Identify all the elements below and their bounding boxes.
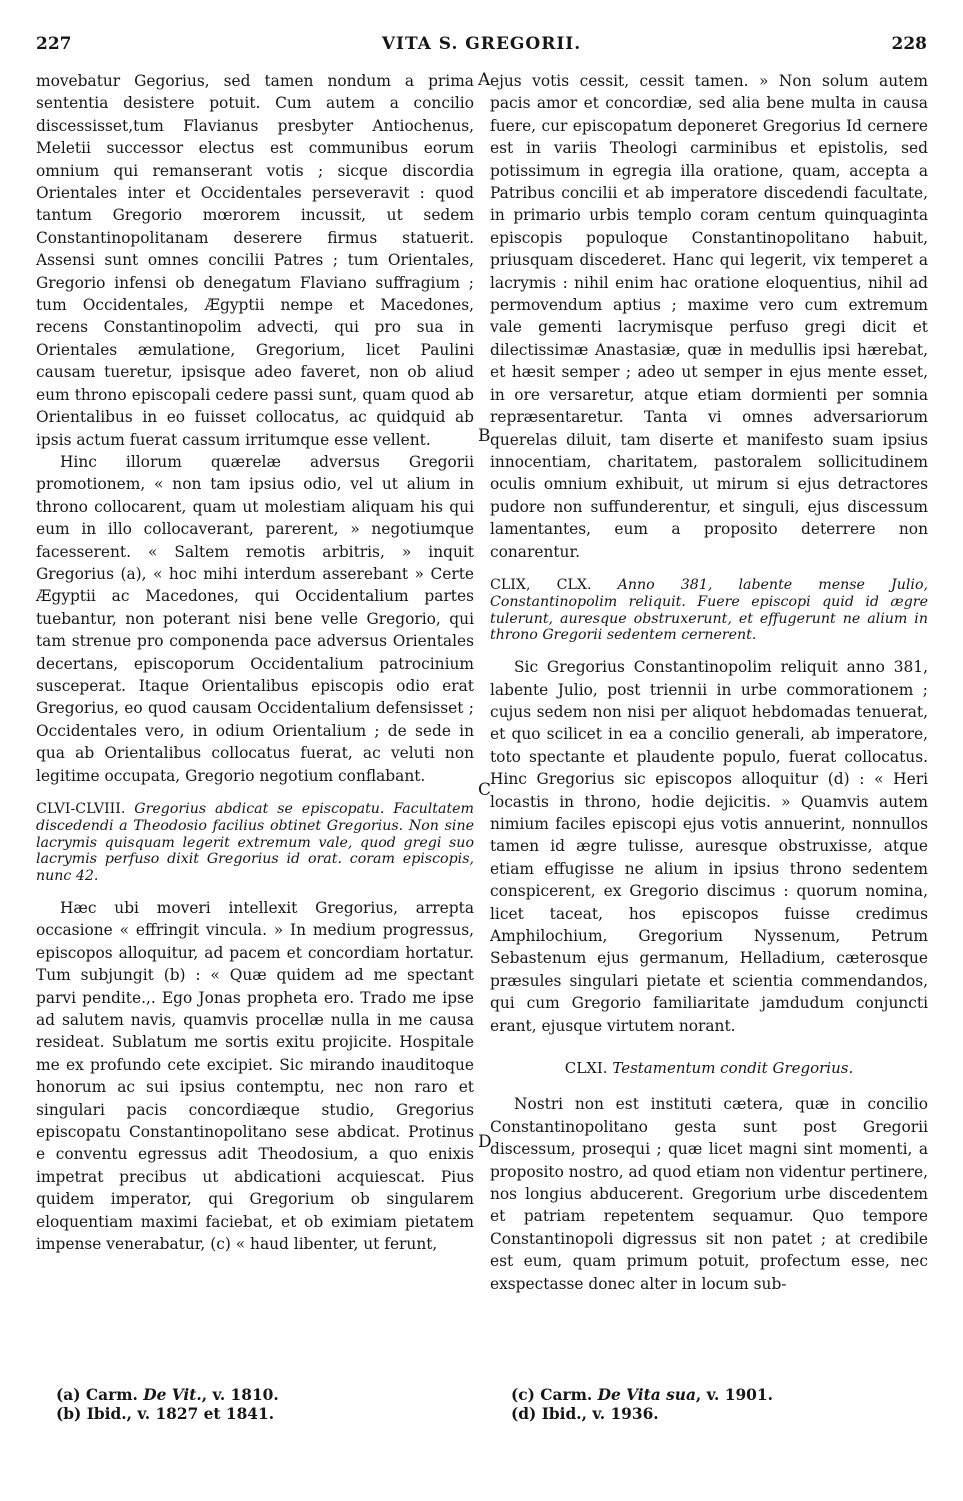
left-column bbox=[36, 70, 474, 1255]
left-paragraph-2: Hinc illorum quærelæ adversus Gregorii promotionem, « non tam ipsius odio, vel ut alium in throno collocarent, quam ut molestiam aliquam his qui eum in illo collocaverant, parerent, » negotiumque facesserent. « Saltem remotis arbitris, » inquit Gregorius (a), « hoc mihi interdum asserebant » Certe Ægyptii ac Macedones, qui Occidentalium partes tuebantur, non poterant nisi bene velle Gregorio, qui tam strenue pro componenda pace adversus Orientales decertans, episcoporum Occidentalium patrocinium susceperat. Itaque Orientalibus episcopis odio erat Gregorius, eo quod causam Occidentalium defensisset ; Occidentales vero, in odium Orientalium ; de sede in qua ab Orientalibus collocatus fuerat, ac veluti non legitime occupata, Gregorio negotium conflabant. bbox=[36, 452, 474, 785]
right-section-heading bbox=[490, 1057, 928, 1079]
footnote-a-post: , v. 1810. bbox=[201, 1386, 279, 1404]
left-paragraph-3: Hæc ubi moveri intellexit Gregorius, arrepta occasione « effringit vincula. » In medium progressus, episcopos alloquitur, ad pacem et concordiam hortatur. Tum subjungit (b) : « Quæ quidem ad me spectant parvi pendite.,. Ego Jonas propheta ero. Trado me ipse ad salutem navis, quamvis procellæ nulla in me causa resideat. Sublatum me sortis exitu projicite. Hospitale me ex profundo cete excipiet. Sic mirando inauditoque honorum ac sui ipsius contemptu, nec non raro et singulari pacis concordiæque studio, Gregorius episcopatu Constantinopolitano sese abdicat. Protinus e conventu egressus adit Theodosium, a quo enixis impetrat precibus ut abdicationi acquiescat. Pius quidem imperator, qui Gregorium ob singularem eloquentiam maximi faciebat, et ob eximiam pietatem impense venerabatur, (c) « haud libenter, ut ferunt, bbox=[36, 898, 474, 1254]
footnote-a bbox=[56, 1386, 279, 1405]
left-paragraph-1: movebatur Gegorius, sed tamen nondum a prima sententia desistere potuit. Cum autem a concilio discessisset,tum Flavianus presbyter Antiochenus, Meletii successor electus est communibus eorum omnium qui remanserant votis ; sicque discordia Orientales inter et Occidentales perseveravit : quod tantum Gregorio mœrorem incussit, ut sedem Constantinopolitanam deserere firmus statuerit. Assensi sunt omnes concilii Patres ; tum Orientales, Gregorio infensi ob denegatum Flaviano suffragium ; tum Occidentales, Ægyptii nempe et Macedones, recens Constantinopolim advecti, qui pro sua in Orientales æmulatione, Gregorium, licet Paulini causam tueretur, ipsisque adeo faveret, non ob aliud eum throno episcopali cedere passi sunt, quam quod ab Orientalibus in eo fuisset collocatus, ac quidquid ab ipsis actum fuerat cassum irritumque esse vellent. bbox=[36, 72, 474, 449]
page-number-left: 227 bbox=[36, 34, 72, 54]
footnote-c-pre: Carm. bbox=[540, 1386, 593, 1404]
footnotes-right bbox=[511, 1386, 773, 1424]
margin-letter-a: A bbox=[478, 70, 491, 90]
right-section-summary bbox=[490, 577, 928, 644]
footnote-b-pre: Ibid., v. 1827 et 1841. bbox=[86, 1405, 275, 1423]
footnotes-left bbox=[56, 1386, 279, 1424]
margin-letter-b: B bbox=[478, 426, 491, 446]
left-summary-number: CLVI-CLVIII. bbox=[36, 801, 126, 817]
footnote-c bbox=[511, 1386, 773, 1405]
footnote-c-mark: (c) bbox=[511, 1386, 535, 1404]
footnote-c-post: , v. 1901. bbox=[695, 1386, 773, 1404]
right-paragraph-2: Sic Gregorius Constantinopolim reliquit anno 381, labente Julio, post triennii in urbe commorationem ; cujus sedem non nisi per aliquot hebdomadas tenuerat, et quo scilicet in ea a concilio generali, ab imperatore, toto spectante et plaudente populo, fuerat collocatus. Hinc Gregorius sic episcopos alloquitur (d) : « Heri locastis in throno, hodie dejicitis. » Quamvis autem nimium faciles episcopi ejus votis annuerint, nonnullos tamen id ægre tulisse, auresque obstruxisse, atque etiam effugisse ne alium in ipsius throno sedentem conspicerent, ex Gregorio discimus : quorum nomina, licet taceat, hos episcopos fuisse credimus Amphilochium, Gregorium Nyssenum, Petrum Sebastenum ejus germanum, Helladium, cæterosque præsules singulari pietate et scientia commendandos, qui cum Gregorio familiaritate jamdudum conjuncti erant, ejusque virtutem norant. bbox=[490, 658, 928, 1035]
margin-letter-c: C bbox=[478, 780, 492, 800]
footnote-a-title: De Vit. bbox=[143, 1386, 202, 1404]
footnote-d-pre: Ibid., v. 1936. bbox=[541, 1405, 659, 1423]
footnote-a-mark: (a) bbox=[56, 1386, 81, 1404]
right-paragraph-1: ejus votis cessit, cessit tamen. » Non solum autem pacis amor et concordiæ, sed alia bene multa in causa fuere, cur episcopatum deponeret Gregorius Id cernere est in variis Theologi carminibus et epistolis, sed potissimum in egregia illa oratione, quam, accepta a Patribus concilii et ab imperatore discedendi facultate, in primario urbis templo coram centum quinquaginta episcopis populoque Constantinopolitano habuit, priusquam discederet. Hanc qui legerit, vix temperet a lacrymis : nihil enim hac oratione eloquentius, nihil ad permovendum aptius ; maxime vero cum extremum vale gementi lacrymisque perfuso gregi dicit et dilectissimæ Anastasiæ, quæ in medullis ipsi hærebat, et hæsit semper ; adeo ut semper in ejus mente esset, in ore versaretur, atque etiam dormienti per somnia repræsentaretur. Tanta vi omnes adversariorum querelas diluit, tam diserte et manifesto suam ipsius innocentiam, charitatem, pastoralem sollicitudinem oculis omnium exhibuit, ut mirum si ejus detractores pudore non suffunderentur, et singuli, ejus discessum lamentantes, eum a proposito deterrere non conarentur. bbox=[490, 72, 928, 561]
page-number-right: 228 bbox=[891, 34, 927, 54]
right-paragraph-3: Nostri non est instituti cætera, quæ in concilio Constantinopolitano gesta sunt post Gregorii discessum, prosequi ; quæ licet magni sint momenti, a proposito nostro, ad quod etiam non videntur pertinere, nos longius abducerent. Gregorium urbe discedentem et patriam repetentem sequamur. Quo tempore Constantinopoli digressus sit non patet ; at credibile est eum, quam primum potuit, profectum esse, nec exspectasse donec alter in locum sub- bbox=[490, 1095, 928, 1293]
footnote-b bbox=[56, 1405, 279, 1424]
right-column bbox=[490, 70, 928, 1295]
footnote-d bbox=[511, 1405, 773, 1424]
footnote-c-title: De Vita sua bbox=[597, 1386, 696, 1404]
margin-letter-d: D bbox=[478, 1132, 492, 1152]
left-section-summary bbox=[36, 801, 474, 885]
footnote-a-pre: Carm. bbox=[85, 1386, 138, 1404]
right-heading-number: CLXI. bbox=[564, 1059, 608, 1078]
right-summary-text: Anno 381, labente mense Julio, Constantinopolim reliquit. Fuere episcopi quid id ægre tulerunt, auresque obstruxerunt, et effugerunt ne alium in throno Gregorii sedentem cernerent. bbox=[490, 576, 928, 644]
left-summary-text: Gregorius abdicat se episcopatu. Facultatem discedendi a Theodosio facilius obtinet Gregorius. Non sine lacrymis quisquam legerit extremum vale, quod gregi suo lacrymis perfuso dixit Gregorius id orat. coram episcopis, nunc 42. bbox=[36, 801, 474, 885]
right-heading-text: Testamentum condit Gregorius. bbox=[612, 1059, 854, 1078]
footnote-b-mark: (b) bbox=[56, 1405, 82, 1423]
running-header bbox=[36, 34, 927, 62]
footnote-d-mark: (d) bbox=[511, 1405, 537, 1423]
running-title: VITA S. GREGORII. bbox=[381, 34, 582, 54]
right-summary-number: CLIX, CLX. bbox=[490, 576, 592, 593]
